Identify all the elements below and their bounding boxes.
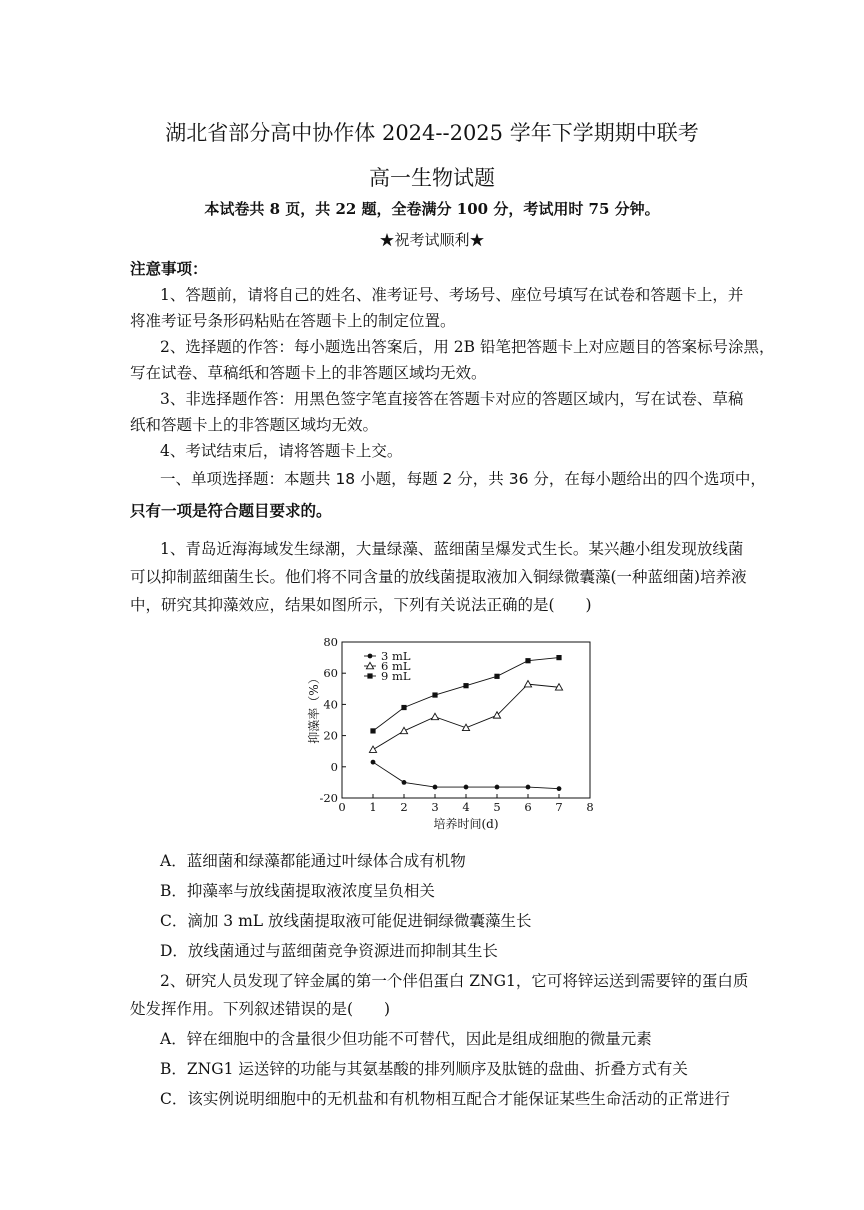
data-point [463,683,468,688]
data-point [369,746,376,752]
data-point [526,785,531,790]
section-line-1: 本题共 18 小题，每题 2 分，共 36 分，在每小题给出的四个选项中， [284,470,766,488]
plot-frame [342,642,590,798]
data-point [525,658,530,663]
y-tick-label: 40 [323,697,338,712]
notice-item-3-line-1: 3、非选择题作答：用黑色签字笔直接答在答题卡对应的答题区域内，写在试卷、草稿 [160,390,744,408]
series-line [373,762,559,789]
notice-item-2-line-1: 2、选择题的作答：每小题选出答案后，用 2B 铅笔把答题卡上对应题目的答案标号涂黑， [160,338,775,356]
exam-wish: ★祝考试顺利★ [379,231,485,249]
section-heading [160,466,766,492]
data-point [433,785,438,790]
data-point [495,785,500,790]
notice-item-2-line-2: 写在试卷、草稿纸和答题卡上的非答题区域均无效。 [130,364,487,382]
q1-chart [300,630,610,835]
data-point [464,785,469,790]
y-tick-label: 80 [323,635,338,649]
section-line-2: 只有一项是符合题目要求的。 [130,502,332,520]
exam-title: 湖北省部分高中协作体 2024--2025 学年下学期期中联考 [165,121,699,145]
data-point [524,681,531,687]
q1-option-b: B．抑藻率与放线菌提取液浓度呈负相关 [160,882,435,900]
exam-subtitle: 高一生物试题 [369,166,495,190]
x-axis-label: 培养时间(d) [433,817,499,831]
data-point [431,713,438,719]
q2-line-2: 处发挥作用。下列叙述错误的是( ) [130,1000,391,1018]
q2-option-a: A．锌在细胞中的含量很少但功能不可替代，因此是组成细胞的微量元素 [160,1030,652,1048]
data-point [370,728,375,733]
exam-info: 本试卷共 8 页，共 22 题，全卷满分 100 分，考试用时 75 分钟。 [204,200,660,218]
data-point [401,705,406,710]
q2-option-b: B．ZNG1 运送锌的功能与其氨基酸的排列顺序及肽链的盘曲、折叠方式有关 [160,1060,688,1078]
data-point [400,727,407,733]
notice-item-4-line-1: 4、考试结束后，请将答题卡上交。 [160,442,403,460]
series-line [373,684,559,750]
data-point [557,786,562,791]
section-prefix: 一、单项选择题： [160,470,285,488]
x-tick-label: 3 [431,800,439,814]
notice-item-1-line-2: 将准考证号条形码粘贴在答题卡上的制定位置。 [130,312,456,330]
q1-line-1: 1、青岛近海海域发生绿潮，大量绿藻、蓝细菌呈爆发式生长。某兴趣小组发现放线菌 [160,540,744,558]
x-tick-label: 0 [338,800,346,814]
data-point [432,692,437,697]
legend-label: 9 mL [381,669,411,683]
notice-item-1-line-1: 1、答题前，请将自己的姓名、准考证号、考场号、座位号填写在试卷和答题卡上，并 [160,286,744,304]
data-point [462,724,469,730]
legend-marker [368,654,373,659]
data-point [494,674,499,679]
legend-label: 6 mL [381,659,411,673]
x-tick-label: 2 [400,800,408,814]
q1-line-3: 中，研究其抑藻效应，结果如图所示，下列有关说法正确的是( ) [130,596,592,614]
q1-option-a: A．蓝细菌和绿藻都能通过叶绿体合成有机物 [160,852,466,870]
y-tick-label: 60 [323,666,338,681]
data-point [556,655,561,660]
q1-option-c: C．滴加 3 mL 放线菌提取液可能促进铜绿微囊藻生长 [160,912,532,930]
x-tick-label: 8 [586,800,594,814]
x-tick-label: 5 [493,800,501,814]
q1-line-2: 可以抑制蓝细菌生长。他们将不同含量的放线菌提取液加入铜绿微囊藻(一种蓝细菌)培养液 [130,568,747,586]
x-tick-label: 6 [524,800,532,814]
x-tick-label: 7 [555,800,563,814]
y-tick-label: 0 [330,759,338,774]
notice-heading: 注意事项： [130,259,208,278]
legend-label: 3 mL [381,649,411,663]
data-point [371,760,376,765]
data-point [402,780,407,785]
x-tick-label: 4 [462,800,470,814]
y-axis-label: 抑藻率（%） [307,672,321,744]
notice-item-3-line-2: 纸和答题卡上的非答题区域均无效。 [130,416,379,434]
q2-option-c: C．该实例说明细胞中的无机盐和有机物相互配合才能保证某些生命活动的正常进行 [160,1090,730,1108]
legend-marker [367,673,372,678]
q2-line-1: 2、研究人员发现了锌金属的第一个伴侣蛋白 ZNG1，它可将锌运送到需要锌的蛋白质 [160,972,749,990]
q1-option-d: D．放线菌通过与蓝细菌竞争资源进而抑制其生长 [160,942,498,960]
y-tick-label: -20 [319,791,338,805]
y-tick-label: 20 [323,728,338,743]
x-tick-label: 1 [369,800,377,814]
